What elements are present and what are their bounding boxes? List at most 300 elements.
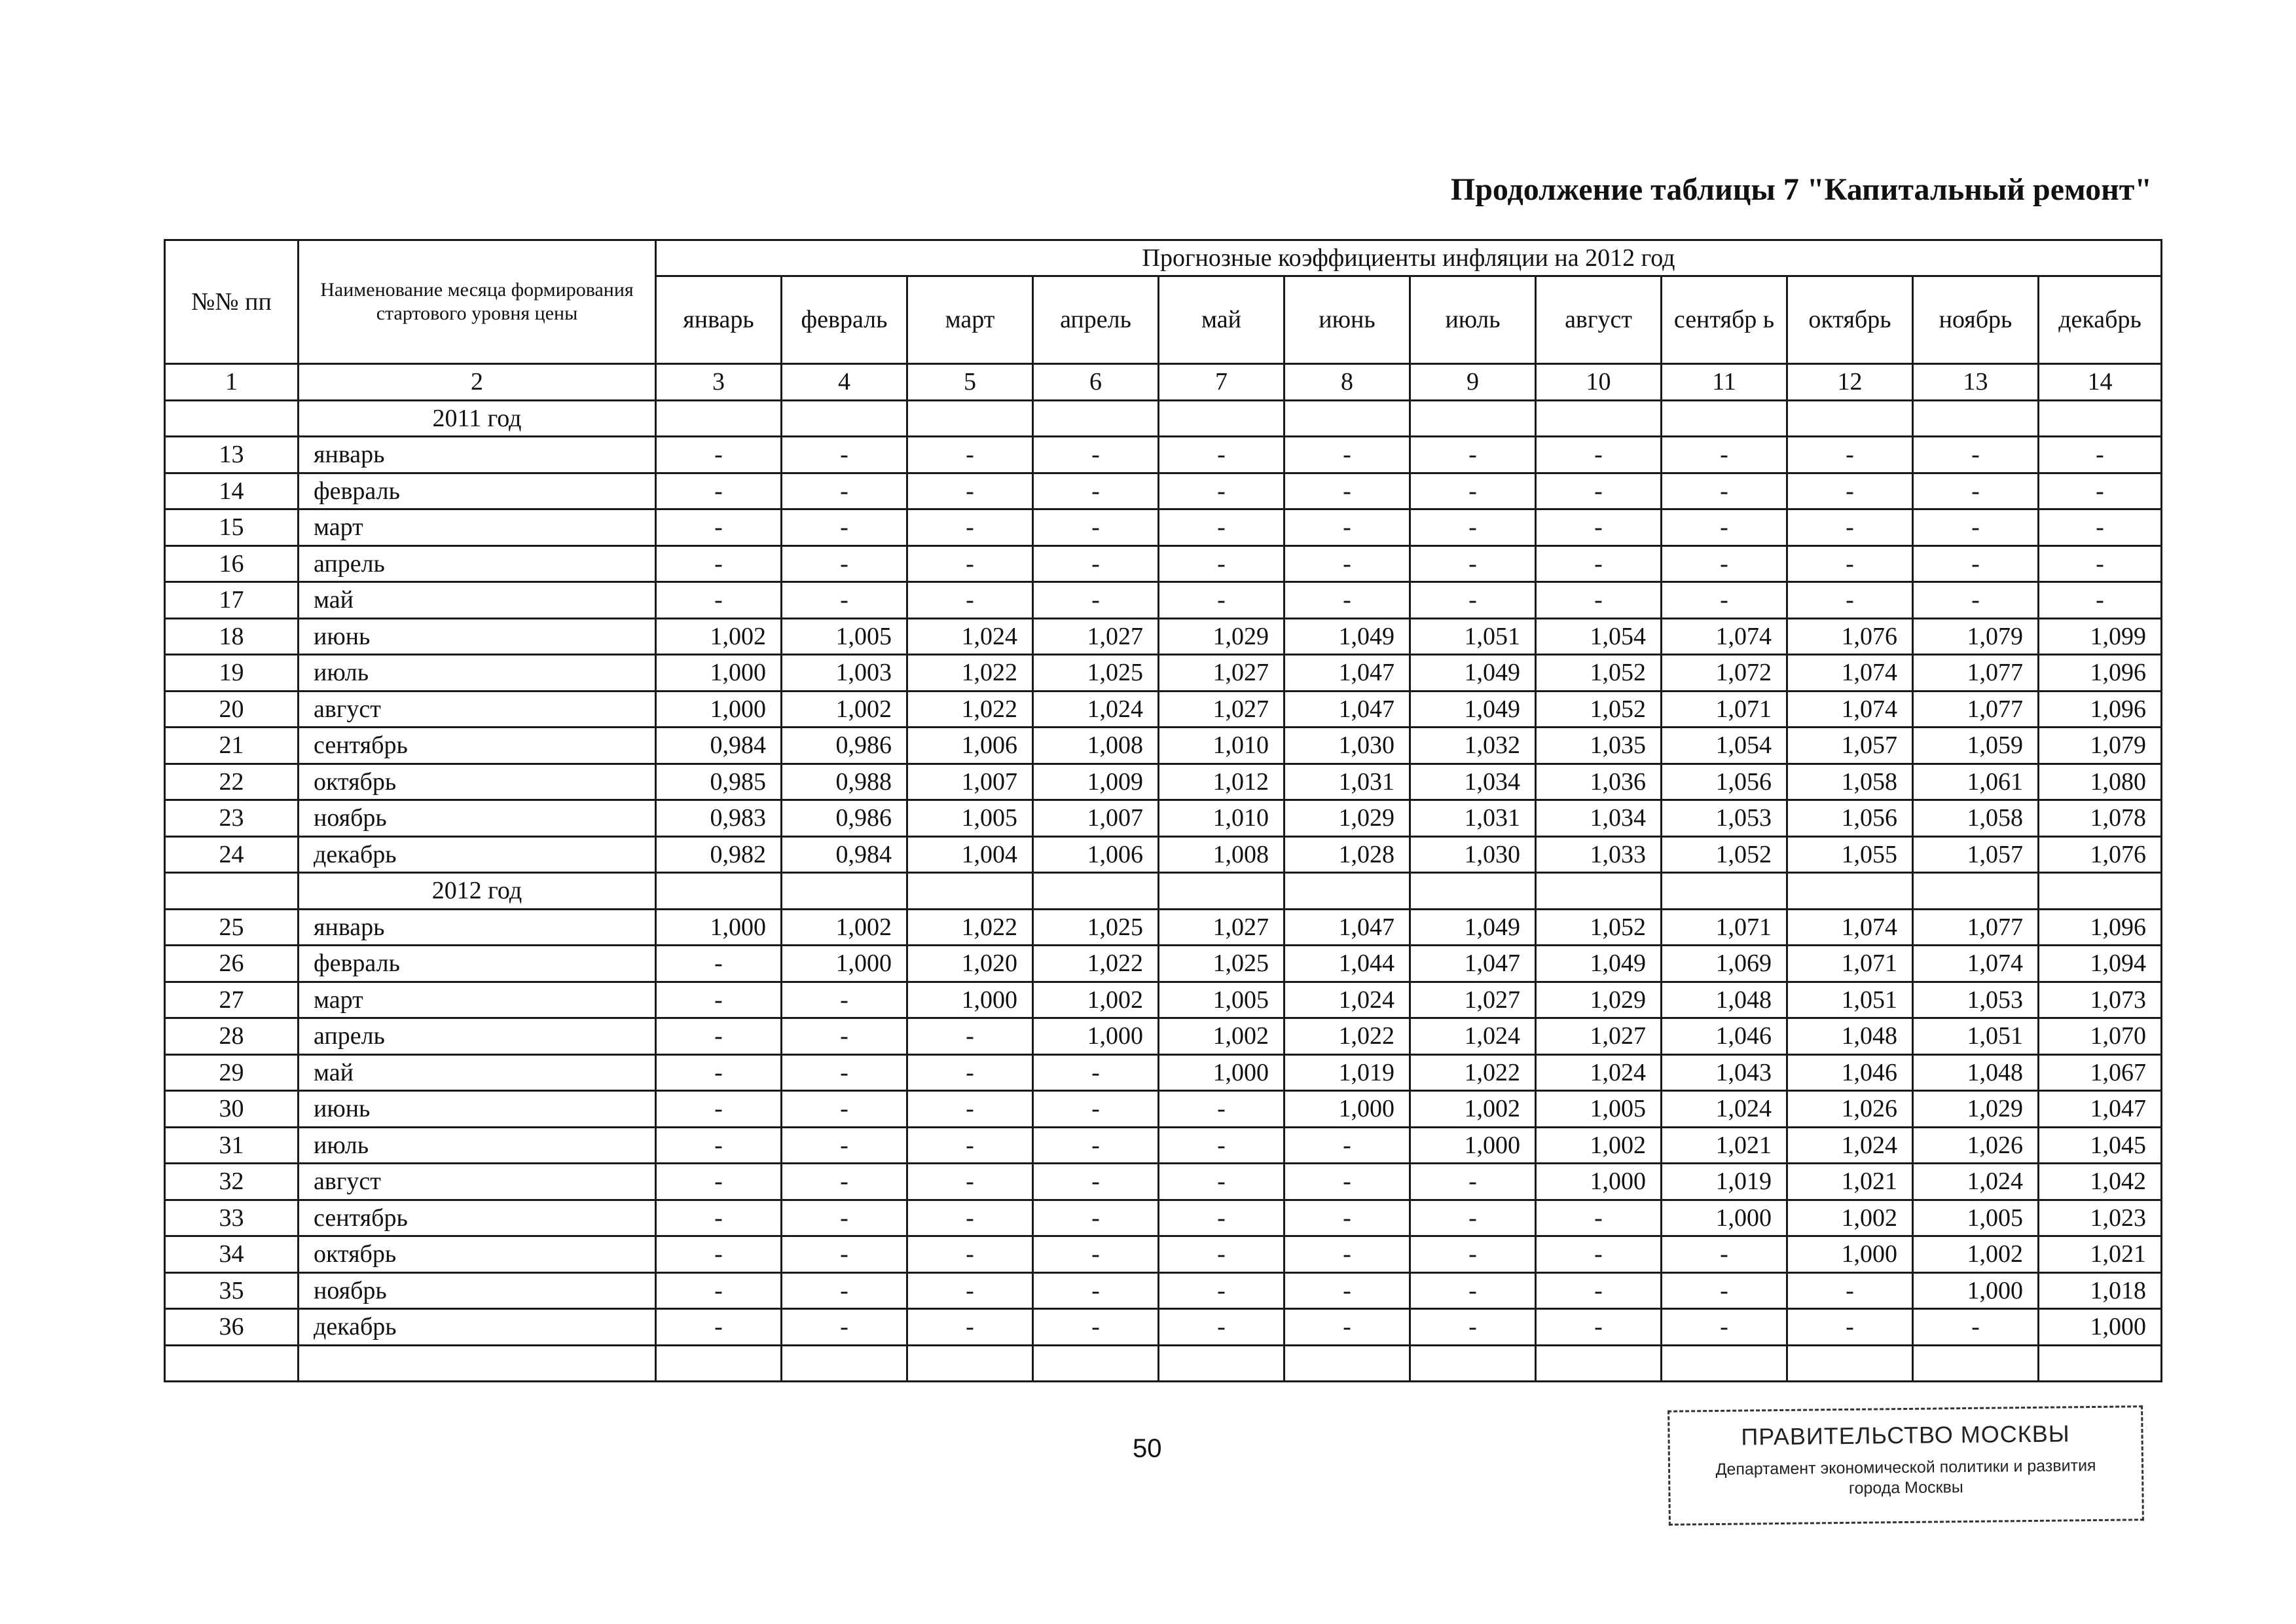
coefficient-cell: 1,025 (1159, 946, 1285, 982)
coefficient-cell: - (907, 1018, 1033, 1055)
coefficient-cell: - (1285, 437, 1410, 473)
coefficient-cell: - (782, 1309, 907, 1346)
coefficient-cell: 1,000 (656, 909, 782, 946)
coefficient-cell: 1,002 (1536, 1127, 1662, 1164)
coefficient-cell: - (1410, 582, 1536, 619)
coefficient-cell: 1,047 (1410, 946, 1536, 982)
stamp-line-1: ПРАВИТЕЛЬСТВО МОСКВЫ (1741, 1420, 2070, 1450)
table-row (165, 655, 2162, 692)
coefficient-cell: 1,051 (1410, 618, 1536, 655)
header-month: июль (1410, 276, 1536, 364)
coefficient-cell: 1,058 (1787, 764, 1913, 800)
coefficient-cell: - (782, 473, 907, 509)
empty-cell (1662, 873, 1787, 910)
coefficient-cell: 1,002 (1913, 1236, 2039, 1273)
coefficient-cell: 1,027 (1410, 982, 1536, 1018)
coefficient-cell: 1,052 (1536, 655, 1662, 692)
coefficient-cell: - (1285, 509, 1410, 546)
coefficient-cell: - (1285, 1236, 1410, 1273)
coefficient-cell: - (907, 1127, 1033, 1164)
coefficient-cell: - (782, 1200, 907, 1236)
coefficient-cell: 1,049 (1536, 946, 1662, 982)
coefficient-cell: - (1787, 509, 1913, 546)
column-number: 14 (2039, 364, 2162, 401)
coefficient-cell: 1,057 (1787, 728, 1913, 764)
coefficient-cell: 0,986 (782, 728, 907, 764)
coefficient-cell: 1,046 (1662, 1018, 1787, 1055)
coefficient-cell: 1,096 (2039, 691, 2162, 728)
row-number: 33 (165, 1200, 299, 1236)
coefficient-cell: 1,002 (1410, 1091, 1536, 1128)
coefficient-cell: 1,022 (907, 909, 1033, 946)
table-row (165, 618, 2162, 655)
table-row (165, 691, 2162, 728)
row-number: 26 (165, 946, 299, 982)
row-month-name: март (299, 509, 656, 546)
coefficient-cell: 1,009 (1033, 764, 1159, 800)
column-number: 10 (1536, 364, 1662, 401)
empty-cell (1536, 873, 1662, 910)
coefficient-cell: 1,010 (1159, 728, 1285, 764)
empty-cell (1410, 1345, 1536, 1382)
coefficient-cell: 1,099 (2039, 618, 2162, 655)
coefficient-cell: 1,006 (907, 728, 1033, 764)
coefficient-cell: 0,988 (782, 764, 907, 800)
coefficient-cell: 1,054 (1662, 728, 1787, 764)
coefficient-cell: 1,024 (1410, 1018, 1536, 1055)
coefficient-cell: - (656, 545, 782, 582)
coefficient-cell: 1,018 (2039, 1272, 2162, 1309)
coefficient-cell: 1,025 (1033, 655, 1159, 692)
row-number: 20 (165, 691, 299, 728)
header-month: апрель (1033, 276, 1159, 364)
coefficient-cell: - (782, 1091, 907, 1128)
coefficient-cell: - (1913, 1309, 2039, 1346)
page-number: 50 (1133, 1434, 1162, 1463)
table-row (165, 509, 2162, 546)
table-row (165, 1054, 2162, 1091)
column-number: 4 (782, 364, 907, 401)
coefficient-cell: 1,024 (1787, 1127, 1913, 1164)
empty-cell (299, 1345, 656, 1382)
coefficient-cell: 1,054 (1536, 618, 1662, 655)
coefficient-cell: 1,079 (2039, 728, 2162, 764)
row-number: 14 (165, 473, 299, 509)
empty-cell (1159, 400, 1285, 437)
coefficient-cell: - (1159, 1236, 1285, 1273)
empty-cell (1033, 400, 1159, 437)
coefficient-cell: 1,025 (1033, 909, 1159, 946)
empty-cell (1033, 1345, 1159, 1382)
empty-cell (1159, 1345, 1285, 1382)
coefficient-cell: 1,058 (1913, 800, 2039, 837)
empty-cell (1662, 400, 1787, 437)
coefficient-cell: 1,000 (782, 946, 907, 982)
row-month-name: июль (299, 655, 656, 692)
coefficient-cell: - (1033, 582, 1159, 619)
coefficient-cell: 1,074 (1662, 618, 1787, 655)
coefficient-cell: - (782, 545, 907, 582)
row-month-name: март (299, 982, 656, 1018)
row-number: 34 (165, 1236, 299, 1273)
government-stamp (1667, 1405, 2144, 1526)
coefficient-cell: - (2039, 473, 2162, 509)
coefficient-cell: 1,020 (907, 946, 1033, 982)
coefficient-cell: 1,073 (2039, 982, 2162, 1018)
table-row (165, 1091, 2162, 1128)
coefficient-cell: 1,096 (2039, 909, 2162, 946)
coefficient-cell: - (1410, 1236, 1536, 1273)
coefficient-cell: - (656, 1200, 782, 1236)
coefficient-cell: - (1913, 473, 2039, 509)
coefficient-cell: - (656, 982, 782, 1018)
empty-cell (656, 873, 782, 910)
year-row (165, 873, 2162, 910)
coefficient-cell: 1,024 (1536, 1054, 1662, 1091)
coefficient-cell: 1,000 (656, 655, 782, 692)
coefficient-cell: 1,024 (1913, 1164, 2039, 1200)
coefficient-cell: - (1662, 1272, 1787, 1309)
coefficient-cell: 1,027 (1159, 909, 1285, 946)
coefficient-cell: - (1159, 1091, 1285, 1128)
coefficient-cell: 1,069 (1662, 946, 1787, 982)
coefficient-cell: 1,072 (1662, 655, 1787, 692)
coefficient-cell: 1,080 (2039, 764, 2162, 800)
coefficient-cell: 1,052 (1536, 909, 1662, 946)
coefficient-cell: - (656, 509, 782, 546)
coefficient-cell: 1,052 (1662, 836, 1787, 873)
coefficient-cell: 1,008 (1033, 728, 1159, 764)
row-number: 24 (165, 836, 299, 873)
coefficient-cell: - (1033, 1236, 1159, 1273)
coefficient-cell: 1,076 (2039, 836, 2162, 873)
coefficient-cell: 1,005 (1913, 1200, 2039, 1236)
coefficient-cell: - (1033, 545, 1159, 582)
coefficient-cell: - (656, 582, 782, 619)
coefficient-cell: - (1159, 545, 1285, 582)
coefficient-cell: 1,023 (2039, 1200, 2162, 1236)
row-month-name: сентябрь (299, 728, 656, 764)
coefficient-cell: - (1662, 473, 1787, 509)
coefficient-cell: 1,078 (2039, 800, 2162, 837)
table-row (165, 1200, 2162, 1236)
table-row (165, 1018, 2162, 1055)
table-row (165, 1127, 2162, 1164)
stamp-line-2: Департамент экономической политики и развития (1715, 1456, 2096, 1479)
coefficient-cell: 1,002 (656, 618, 782, 655)
coefficient-cell: - (1410, 1164, 1536, 1200)
coefficient-cell: 1,053 (1913, 982, 2039, 1018)
coefficient-cell: - (782, 437, 907, 473)
coefficient-cell: 1,071 (1787, 946, 1913, 982)
empty-cell (1159, 873, 1285, 910)
page-title: Продолжение таблицы 7 "Капитальный ремонт" (1450, 172, 2152, 207)
coefficient-cell: - (1285, 1164, 1410, 1200)
coefficient-cell: 1,045 (2039, 1127, 2162, 1164)
coefficient-cell: 0,984 (656, 728, 782, 764)
coefficient-cell: - (1913, 582, 2039, 619)
coefficient-cell: 1,043 (1662, 1054, 1787, 1091)
coefficient-cell: - (782, 1236, 907, 1273)
coefficient-cell: 1,000 (1410, 1127, 1536, 1164)
coefficient-cell: - (1536, 582, 1662, 619)
coefficient-cell: 1,000 (1787, 1236, 1913, 1273)
coefficient-cell: - (1159, 582, 1285, 619)
row-number: 22 (165, 764, 299, 800)
coefficient-cell: 1,071 (1662, 909, 1787, 946)
coefficient-cell: - (1662, 509, 1787, 546)
coefficient-cell: 1,051 (1787, 982, 1913, 1018)
coefficient-cell: - (907, 509, 1033, 546)
coefficient-cell: 1,048 (1662, 982, 1787, 1018)
row-number: 25 (165, 909, 299, 946)
coefficient-cell: 1,021 (1662, 1127, 1787, 1164)
empty-cell (165, 1345, 299, 1382)
row-month-name: октябрь (299, 764, 656, 800)
empty-cell (1787, 873, 1913, 910)
coefficient-cell: - (782, 1018, 907, 1055)
coefficient-cell: 1,022 (907, 655, 1033, 692)
coefficient-cell: - (1913, 509, 2039, 546)
coefficient-cell: 0,984 (782, 836, 907, 873)
coefficient-cell: - (1033, 1091, 1159, 1128)
coefficient-cell: 1,029 (1285, 800, 1410, 837)
coefficient-cell: - (1536, 437, 1662, 473)
coefficient-cell: - (907, 1272, 1033, 1309)
coefficient-cell: - (1033, 1309, 1159, 1346)
column-number: 1 (165, 364, 299, 401)
row-month-name: апрель (299, 1018, 656, 1055)
empty-cell (1913, 1345, 2039, 1382)
coefficient-cell: - (1787, 437, 1913, 473)
header-month: июнь (1285, 276, 1410, 364)
row-month-name: май (299, 1054, 656, 1091)
coefficient-cell: 1,051 (1913, 1018, 2039, 1055)
coefficient-cell: - (782, 1127, 907, 1164)
empty-cell (782, 1345, 907, 1382)
coefficient-cell: - (1536, 1236, 1662, 1273)
coefficient-cell: 1,000 (1913, 1272, 2039, 1309)
coefficient-cell: - (656, 1018, 782, 1055)
coefficient-cell: - (2039, 582, 2162, 619)
empty-cell (165, 400, 299, 437)
row-number: 18 (165, 618, 299, 655)
coefficient-cell: 1,010 (1159, 800, 1285, 837)
coefficient-cell: - (907, 1164, 1033, 1200)
coefficient-cell: 1,000 (1159, 1054, 1285, 1091)
coefficient-cell: 1,004 (907, 836, 1033, 873)
coefficient-cell: 1,059 (1913, 728, 2039, 764)
coefficient-cell: - (1033, 1272, 1159, 1309)
coefficient-cell: 1,005 (907, 800, 1033, 837)
row-number: 31 (165, 1127, 299, 1164)
coefficient-cell: - (1787, 545, 1913, 582)
row-month-name: сентябрь (299, 1200, 656, 1236)
row-number: 27 (165, 982, 299, 1018)
coefficient-cell: - (1159, 509, 1285, 546)
column-number: 9 (1410, 364, 1536, 401)
coefficient-cell: 1,074 (1787, 691, 1913, 728)
coefficient-cell: 1,034 (1410, 764, 1536, 800)
column-number: 13 (1913, 364, 2039, 401)
coefficient-cell: 1,074 (1787, 655, 1913, 692)
header-month: октябрь (1787, 276, 1913, 364)
row-number: 32 (165, 1164, 299, 1200)
empty-cell (1536, 1345, 1662, 1382)
coefficient-cell: 1,030 (1285, 728, 1410, 764)
row-month-name: декабрь (299, 1309, 656, 1346)
coefficient-cell: 1,055 (1787, 836, 1913, 873)
coefficient-cell: - (1787, 582, 1913, 619)
coefficient-cell: - (1033, 437, 1159, 473)
coefficient-cell: - (1159, 1127, 1285, 1164)
row-number: 17 (165, 582, 299, 619)
coefficient-cell: 1,027 (1159, 655, 1285, 692)
coefficient-cell: 1,021 (2039, 1236, 2162, 1273)
row-month-name: август (299, 691, 656, 728)
coefficient-cell: - (1662, 437, 1787, 473)
empty-cell (1410, 400, 1536, 437)
coefficient-cell: - (907, 1309, 1033, 1346)
empty-cell (1536, 400, 1662, 437)
coefficient-cell: - (1410, 1272, 1536, 1309)
coefficient-cell: - (1410, 1309, 1536, 1346)
row-month-name: июнь (299, 618, 656, 655)
coefficient-cell: 1,056 (1787, 800, 1913, 837)
column-number: 3 (656, 364, 782, 401)
empty-cell (1913, 400, 2039, 437)
coefficient-cell: 1,027 (1033, 618, 1159, 655)
coefficient-cell: 1,002 (782, 909, 907, 946)
coefficient-cell: - (2039, 545, 2162, 582)
empty-cell (165, 873, 299, 910)
coefficient-cell: - (656, 1236, 782, 1273)
coefficient-cell: - (1536, 545, 1662, 582)
coefficient-cell: 1,049 (1410, 691, 1536, 728)
coefficient-cell: 1,002 (1787, 1200, 1913, 1236)
table-row (165, 1164, 2162, 1200)
column-number: 7 (1159, 364, 1285, 401)
row-month-name: август (299, 1164, 656, 1200)
coefficient-cell: 1,029 (1159, 618, 1285, 655)
coefficient-cell: - (782, 582, 907, 619)
coefficient-cell: - (656, 1127, 782, 1164)
coefficient-cell: 1,019 (1662, 1164, 1787, 1200)
coefficient-cell: - (1662, 582, 1787, 619)
coefficient-cell: - (1536, 1309, 1662, 1346)
column-number: 5 (907, 364, 1033, 401)
coefficient-cell: - (1285, 582, 1410, 619)
coefficient-cell: 1,034 (1536, 800, 1662, 837)
coefficient-cell: 1,077 (1913, 909, 2039, 946)
header-month: март (907, 276, 1033, 364)
coefficient-cell: 1,036 (1536, 764, 1662, 800)
table-row (165, 1272, 2162, 1309)
header-col-name: Наименование месяца формирования стартового уровня цены (299, 240, 656, 364)
table-row (165, 437, 2162, 473)
empty-cell (907, 400, 1033, 437)
row-number: 23 (165, 800, 299, 837)
coefficient-cell: 1,047 (1285, 909, 1410, 946)
empty-cell (1787, 1345, 1913, 1382)
coefficient-cell: - (1536, 1200, 1662, 1236)
row-number: 29 (165, 1054, 299, 1091)
empty-cell (1410, 873, 1536, 910)
header-month: январь (656, 276, 782, 364)
stamp-line-3: города Москвы (1848, 1478, 1963, 1498)
coefficient-cell: - (1536, 509, 1662, 546)
coefficient-cell: 1,003 (782, 655, 907, 692)
coefficient-cell: 1,035 (1536, 728, 1662, 764)
coefficient-cell: - (1159, 1272, 1285, 1309)
empty-row (165, 1345, 2162, 1382)
coefficient-cell: 1,061 (1913, 764, 2039, 800)
coefficient-cell: - (1033, 1200, 1159, 1236)
coefficient-cell: 1,005 (782, 618, 907, 655)
year-label: 2011 год (299, 400, 656, 437)
header-month: ноябрь (1913, 276, 2039, 364)
coefficient-cell: - (1787, 473, 1913, 509)
empty-cell (1285, 1345, 1410, 1382)
empty-cell (907, 1345, 1033, 1382)
row-month-name: февраль (299, 946, 656, 982)
coefficient-cell: 1,047 (2039, 1091, 2162, 1128)
coefficient-cell: 1,077 (1913, 691, 2039, 728)
coefficient-cell: - (907, 582, 1033, 619)
header-month: февраль (782, 276, 907, 364)
coefficient-cell: 1,024 (907, 618, 1033, 655)
row-number: 21 (165, 728, 299, 764)
column-number: 12 (1787, 364, 1913, 401)
coefficient-cell: - (1410, 509, 1536, 546)
coefficient-cell: 1,096 (2039, 655, 2162, 692)
coefficient-cell: 1,000 (1033, 1018, 1159, 1055)
coefficient-cell: 1,047 (1285, 655, 1410, 692)
coefficient-cell: 1,049 (1410, 655, 1536, 692)
row-number: 13 (165, 437, 299, 473)
table-row (165, 909, 2162, 946)
header-month: август (1536, 276, 1662, 364)
header-group-label: Прогнозные коэффициенты инфляции на 2012 год (656, 240, 2162, 276)
coefficient-cell: 1,071 (1662, 691, 1787, 728)
coefficient-cell: 1,029 (1913, 1091, 2039, 1128)
coefficient-cell: - (907, 545, 1033, 582)
row-month-name: декабрь (299, 836, 656, 873)
empty-cell (782, 400, 907, 437)
coefficient-cell: 1,026 (1913, 1127, 2039, 1164)
empty-cell (782, 873, 907, 910)
coefficient-cell: - (907, 1054, 1033, 1091)
coefficient-cell: - (782, 1272, 907, 1309)
coefficient-cell: 1,024 (1033, 691, 1159, 728)
table-row (165, 582, 2162, 619)
empty-cell (656, 1345, 782, 1382)
empty-cell (1285, 400, 1410, 437)
coefficient-cell: - (656, 1164, 782, 1200)
coefficient-cell: 1,022 (907, 691, 1033, 728)
coefficient-cell: 1,094 (2039, 946, 2162, 982)
empty-cell (2039, 873, 2162, 910)
coefficient-cell: 1,042 (2039, 1164, 2162, 1200)
column-number: 11 (1662, 364, 1787, 401)
coefficient-cell: 1,074 (1913, 946, 2039, 982)
table-row (165, 545, 2162, 582)
coefficient-cell: - (656, 1309, 782, 1346)
coefficient-cell: 1,022 (1285, 1018, 1410, 1055)
coefficient-cell: 1,008 (1159, 836, 1285, 873)
coefficient-cell: - (1410, 473, 1536, 509)
coefficient-cell: 1,007 (1033, 800, 1159, 837)
